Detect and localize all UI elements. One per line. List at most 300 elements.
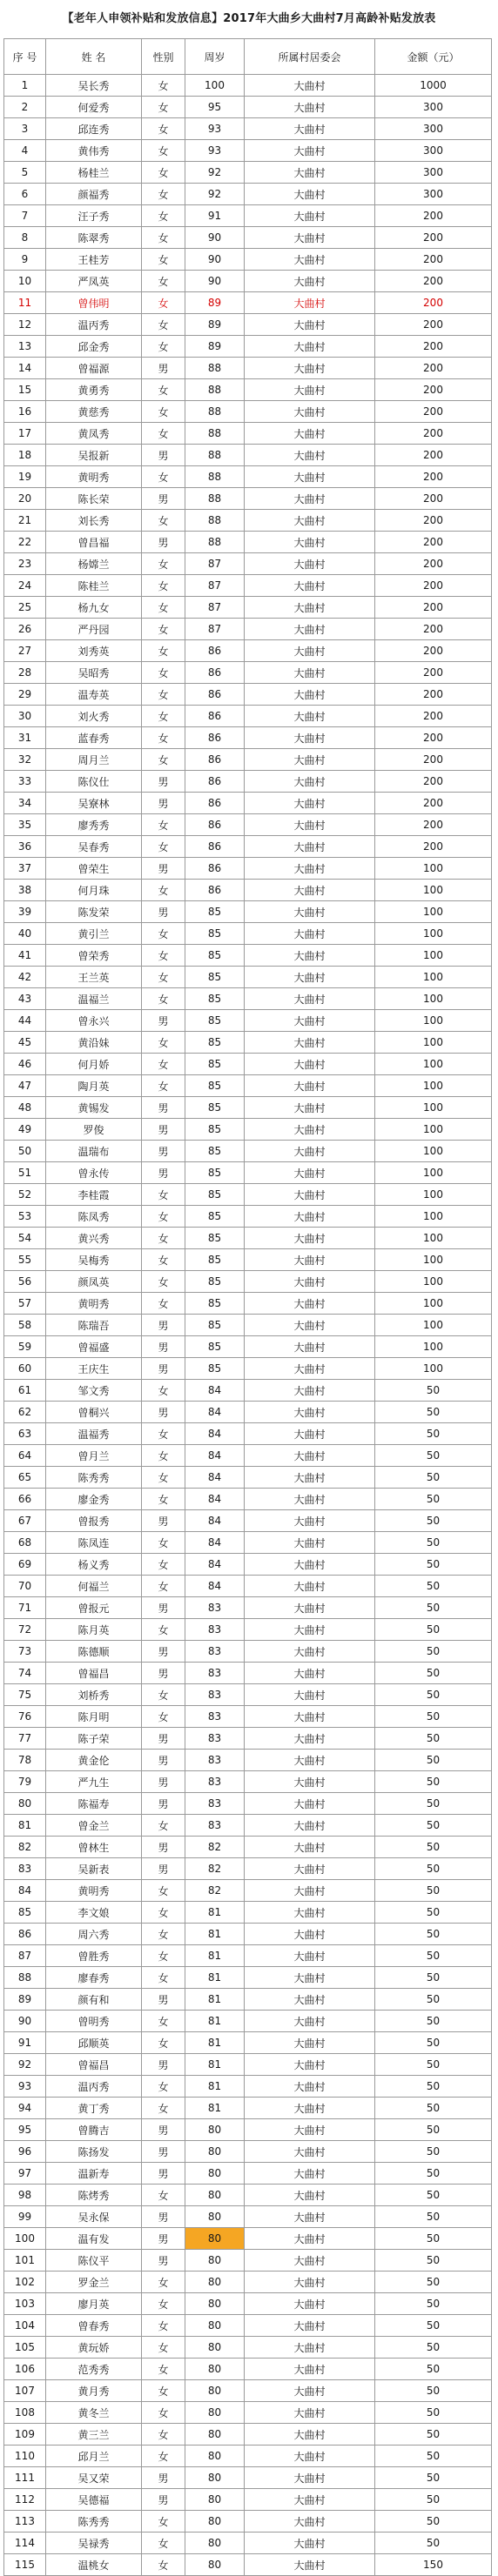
cell-seq: 17 xyxy=(4,423,46,445)
cell-amount: 50 xyxy=(375,1858,492,1880)
cell-gender: 女 xyxy=(142,1271,185,1293)
cell-amount: 1000 xyxy=(375,75,492,97)
cell-gender: 女 xyxy=(142,2032,185,2054)
cell-amount: 50 xyxy=(375,1728,492,1750)
cell-gender: 女 xyxy=(142,662,185,684)
cell-age: 86 xyxy=(185,836,245,858)
cell-seq: 10 xyxy=(4,271,46,292)
cell-name: 蓝春秀 xyxy=(46,727,142,749)
cell-amount: 300 xyxy=(375,140,492,162)
cell-name: 廖月英 xyxy=(46,2293,142,2315)
document-title: 【老年人申领补贴和发放信息】2017年大曲乡大曲村7月高龄补贴发放表 xyxy=(62,12,436,25)
table-row xyxy=(4,575,492,597)
cell-seq: 111 xyxy=(4,2467,46,2489)
cell-village: 大曲村 xyxy=(245,2533,375,2554)
cell-village: 大曲村 xyxy=(245,2250,375,2272)
cell-village: 大曲村 xyxy=(245,2076,375,2098)
header-name: 姓 名 xyxy=(46,39,142,75)
cell-seq: 74 xyxy=(4,1663,46,1684)
cell-gender: 女 xyxy=(142,640,185,662)
cell-name: 陈桂兰 xyxy=(46,575,142,597)
cell-seq: 43 xyxy=(4,988,46,1010)
cell-name: 何月珠 xyxy=(46,880,142,901)
cell-village: 大曲村 xyxy=(245,1597,375,1619)
cell-village: 大曲村 xyxy=(245,1554,375,1576)
cell-village: 大曲村 xyxy=(245,1271,375,1293)
cell-village: 大曲村 xyxy=(245,1141,375,1162)
cell-seq: 57 xyxy=(4,1293,46,1315)
cell-age: 88 xyxy=(185,532,245,553)
cell-amount: 200 xyxy=(375,771,492,793)
cell-amount: 100 xyxy=(375,1336,492,1358)
cell-amount: 50 xyxy=(375,1445,492,1467)
cell-village: 大曲村 xyxy=(245,401,375,423)
cell-amount: 50 xyxy=(375,1489,492,1510)
cell-name: 严九生 xyxy=(46,1771,142,1793)
cell-age: 80 xyxy=(185,2489,245,2511)
table-row xyxy=(4,1489,492,1510)
cell-gender: 男 xyxy=(142,2119,185,2141)
cell-age: 86 xyxy=(185,793,245,814)
cell-seq: 72 xyxy=(4,1619,46,1641)
cell-amount: 200 xyxy=(375,336,492,358)
cell-seq: 22 xyxy=(4,532,46,553)
cell-village: 大曲村 xyxy=(245,706,375,727)
cell-village: 大曲村 xyxy=(245,466,375,488)
cell-age: 88 xyxy=(185,445,245,466)
cell-seq: 77 xyxy=(4,1728,46,1750)
cell-name: 严凤英 xyxy=(46,271,142,292)
cell-seq: 48 xyxy=(4,1097,46,1119)
cell-village: 大曲村 xyxy=(245,1402,375,1423)
cell-age: 84 xyxy=(185,1380,245,1402)
table-row xyxy=(4,1619,492,1641)
cell-amount: 50 xyxy=(375,1554,492,1576)
cell-gender: 女 xyxy=(142,2380,185,2402)
cell-village: 大曲村 xyxy=(245,140,375,162)
cell-name: 吴寮林 xyxy=(46,793,142,814)
cell-seq: 89 xyxy=(4,1989,46,2011)
cell-amount: 100 xyxy=(375,1358,492,1380)
cell-seq: 110 xyxy=(4,2446,46,2467)
table-row xyxy=(4,140,492,162)
cell-name: 王兰英 xyxy=(46,967,142,988)
cell-age: 85 xyxy=(185,1206,245,1228)
cell-seq: 95 xyxy=(4,2119,46,2141)
cell-amount: 50 xyxy=(375,2489,492,2511)
cell-age: 86 xyxy=(185,814,245,836)
cell-gender: 女 xyxy=(142,1576,185,1597)
cell-village: 大曲村 xyxy=(245,1728,375,1750)
cell-age: 80 xyxy=(185,2228,245,2250)
cell-name: 温丙秀 xyxy=(46,2076,142,2098)
cell-age: 83 xyxy=(185,1815,245,1837)
cell-name: 陈福寿 xyxy=(46,1793,142,1815)
table-row xyxy=(4,379,492,401)
cell-age: 100 xyxy=(185,75,245,97)
cell-gender: 男 xyxy=(142,1510,185,1532)
cell-gender: 男 xyxy=(142,1728,185,1750)
cell-age: 85 xyxy=(185,1010,245,1032)
cell-amount: 200 xyxy=(375,227,492,249)
cell-seq: 112 xyxy=(4,2489,46,2511)
cell-village: 大曲村 xyxy=(245,2098,375,2119)
cell-village: 大曲村 xyxy=(245,1075,375,1097)
cell-amount: 200 xyxy=(375,271,492,292)
cell-age: 83 xyxy=(185,1619,245,1641)
cell-amount: 100 xyxy=(375,1032,492,1054)
cell-age: 85 xyxy=(185,1184,245,1206)
cell-gender: 男 xyxy=(142,2228,185,2250)
table-row xyxy=(4,1271,492,1293)
cell-gender: 女 xyxy=(142,1423,185,1445)
cell-village: 大曲村 xyxy=(245,575,375,597)
cell-village: 大曲村 xyxy=(245,1010,375,1032)
table-row xyxy=(4,2228,492,2250)
cell-name: 何爱秀 xyxy=(46,97,142,118)
cell-gender: 女 xyxy=(142,2402,185,2424)
cell-amount: 100 xyxy=(375,967,492,988)
table-row xyxy=(4,118,492,140)
cell-amount: 50 xyxy=(375,1750,492,1771)
cell-seq: 64 xyxy=(4,1445,46,1467)
cell-age: 85 xyxy=(185,967,245,988)
cell-name: 温瑞布 xyxy=(46,1141,142,1162)
cell-amount: 200 xyxy=(375,836,492,858)
cell-seq: 49 xyxy=(4,1119,46,1141)
cell-age: 81 xyxy=(185,1945,245,1967)
cell-seq: 1 xyxy=(4,75,46,97)
cell-age: 84 xyxy=(185,1467,245,1489)
cell-name: 李文娘 xyxy=(46,1902,142,1924)
cell-seq: 30 xyxy=(4,706,46,727)
cell-amount: 50 xyxy=(375,2228,492,2250)
table-row xyxy=(4,2554,492,2576)
cell-village: 大曲村 xyxy=(245,553,375,575)
header-seq: 序 号 xyxy=(4,39,46,75)
cell-gender: 女 xyxy=(142,706,185,727)
cell-amount: 200 xyxy=(375,205,492,227)
cell-age: 84 xyxy=(185,1423,245,1445)
cell-gender: 女 xyxy=(142,2098,185,2119)
cell-seq: 82 xyxy=(4,1837,46,1858)
cell-gender: 女 xyxy=(142,1706,185,1728)
cell-seq: 41 xyxy=(4,945,46,967)
cell-name: 陈秀秀 xyxy=(46,1467,142,1489)
cell-age: 95 xyxy=(185,97,245,118)
cell-amount: 50 xyxy=(375,2272,492,2293)
cell-name: 杨义秀 xyxy=(46,1554,142,1576)
cell-amount: 50 xyxy=(375,2119,492,2141)
cell-amount: 300 xyxy=(375,184,492,205)
table-row xyxy=(4,1206,492,1228)
table-row xyxy=(4,1315,492,1336)
cell-seq: 92 xyxy=(4,2054,46,2076)
cell-name: 曾永传 xyxy=(46,1162,142,1184)
cell-amount: 50 xyxy=(375,1380,492,1402)
cell-age: 85 xyxy=(185,1054,245,1075)
cell-seq: 39 xyxy=(4,901,46,923)
cell-village: 大曲村 xyxy=(245,2554,375,2576)
cell-age: 86 xyxy=(185,684,245,706)
cell-village: 大曲村 xyxy=(245,2119,375,2141)
cell-gender: 女 xyxy=(142,1554,185,1576)
cell-age: 81 xyxy=(185,1902,245,1924)
cell-gender: 男 xyxy=(142,1641,185,1663)
cell-amount: 50 xyxy=(375,1837,492,1858)
cell-gender: 女 xyxy=(142,2076,185,2098)
table-row xyxy=(4,1141,492,1162)
cell-village: 大曲村 xyxy=(245,836,375,858)
cell-village: 大曲村 xyxy=(245,858,375,880)
cell-name: 吴禄秀 xyxy=(46,2533,142,2554)
cell-seq: 37 xyxy=(4,858,46,880)
cell-village: 大曲村 xyxy=(245,227,375,249)
cell-age: 86 xyxy=(185,880,245,901)
cell-village: 大曲村 xyxy=(245,2141,375,2163)
cell-name: 刘桥秀 xyxy=(46,1684,142,1706)
cell-amount: 100 xyxy=(375,1249,492,1271)
cell-amount: 100 xyxy=(375,1010,492,1032)
cell-village: 大曲村 xyxy=(245,1532,375,1554)
cell-amount: 200 xyxy=(375,553,492,575)
cell-name: 陈仪仕 xyxy=(46,771,142,793)
cell-name: 黄慈秀 xyxy=(46,401,142,423)
cell-age: 84 xyxy=(185,1554,245,1576)
cell-gender: 女 xyxy=(142,1684,185,1706)
cell-gender: 女 xyxy=(142,336,185,358)
cell-seq: 65 xyxy=(4,1467,46,1489)
cell-gender: 男 xyxy=(142,1141,185,1162)
cell-age: 86 xyxy=(185,858,245,880)
table-row xyxy=(4,1184,492,1206)
cell-gender: 男 xyxy=(142,532,185,553)
cell-village: 大曲村 xyxy=(245,1315,375,1336)
cell-name: 温新寿 xyxy=(46,2163,142,2185)
cell-seq: 53 xyxy=(4,1206,46,1228)
cell-age: 92 xyxy=(185,184,245,205)
cell-gender: 男 xyxy=(142,1010,185,1032)
cell-age: 83 xyxy=(185,1706,245,1728)
table-row xyxy=(4,1336,492,1358)
table-row xyxy=(4,184,492,205)
cell-name: 曾福昌 xyxy=(46,2054,142,2076)
cell-village: 大曲村 xyxy=(245,2315,375,2337)
table-row xyxy=(4,836,492,858)
cell-name: 黄金伦 xyxy=(46,1750,142,1771)
cell-village: 大曲村 xyxy=(245,1489,375,1510)
cell-seq: 31 xyxy=(4,727,46,749)
cell-seq: 28 xyxy=(4,662,46,684)
table-row xyxy=(4,2076,492,2098)
cell-gender: 女 xyxy=(142,1532,185,1554)
cell-village: 大曲村 xyxy=(245,532,375,553)
table-row xyxy=(4,1880,492,1902)
cell-gender: 女 xyxy=(142,749,185,771)
cell-seq: 102 xyxy=(4,2272,46,2293)
cell-amount: 200 xyxy=(375,706,492,727)
cell-gender: 女 xyxy=(142,2511,185,2533)
cell-amount: 50 xyxy=(375,2293,492,2315)
cell-seq: 21 xyxy=(4,510,46,532)
cell-name: 邱金秀 xyxy=(46,336,142,358)
cell-village: 大曲村 xyxy=(245,336,375,358)
cell-seq: 71 xyxy=(4,1597,46,1619)
cell-name: 陈秀秀 xyxy=(46,2511,142,2533)
cell-village: 大曲村 xyxy=(245,271,375,292)
cell-age: 81 xyxy=(185,2098,245,2119)
cell-village: 大曲村 xyxy=(245,379,375,401)
cell-name: 刘火秀 xyxy=(46,706,142,727)
table-row xyxy=(4,1380,492,1402)
table-row xyxy=(4,2511,492,2533)
cell-village: 大曲村 xyxy=(245,358,375,379)
cell-amount: 100 xyxy=(375,1075,492,1097)
cell-seq: 2 xyxy=(4,97,46,118)
cell-gender: 男 xyxy=(142,2206,185,2228)
cell-name: 吴春秀 xyxy=(46,836,142,858)
cell-village: 大曲村 xyxy=(245,1684,375,1706)
cell-village: 大曲村 xyxy=(245,2163,375,2185)
cell-gender: 女 xyxy=(142,75,185,97)
cell-name: 陈德顺 xyxy=(46,1641,142,1663)
cell-gender: 男 xyxy=(142,1750,185,1771)
cell-seq: 54 xyxy=(4,1228,46,1249)
cell-village: 大曲村 xyxy=(245,597,375,619)
cell-seq: 96 xyxy=(4,2141,46,2163)
cell-gender: 女 xyxy=(142,1619,185,1641)
cell-name: 陈瑞吾 xyxy=(46,1315,142,1336)
cell-amount: 100 xyxy=(375,988,492,1010)
cell-village: 大曲村 xyxy=(245,1206,375,1228)
cell-name: 吴永保 xyxy=(46,2206,142,2228)
table-row xyxy=(4,2250,492,2272)
cell-amount: 50 xyxy=(375,2141,492,2163)
table-row xyxy=(4,2206,492,2228)
table-row xyxy=(4,706,492,727)
cell-name: 温福秀 xyxy=(46,1423,142,1445)
cell-gender: 女 xyxy=(142,553,185,575)
cell-age: 83 xyxy=(185,1728,245,1750)
cell-seq: 40 xyxy=(4,923,46,945)
cell-village: 大曲村 xyxy=(245,2185,375,2206)
table-row xyxy=(4,771,492,793)
subsidy-table xyxy=(3,38,492,2576)
cell-name: 陈凤秀 xyxy=(46,1206,142,1228)
cell-village: 大曲村 xyxy=(245,2206,375,2228)
cell-amount: 50 xyxy=(375,1402,492,1423)
cell-gender: 女 xyxy=(142,988,185,1010)
cell-village: 大曲村 xyxy=(245,97,375,118)
cell-amount: 50 xyxy=(375,1771,492,1793)
cell-name: 吴报新 xyxy=(46,445,142,466)
cell-amount: 50 xyxy=(375,2533,492,2554)
cell-amount: 50 xyxy=(375,2337,492,2359)
cell-seq: 23 xyxy=(4,553,46,575)
cell-seq: 18 xyxy=(4,445,46,466)
cell-seq: 109 xyxy=(4,2424,46,2446)
cell-name: 吴又荣 xyxy=(46,2467,142,2489)
cell-village: 大曲村 xyxy=(245,2337,375,2359)
table-row xyxy=(4,1467,492,1489)
cell-seq: 106 xyxy=(4,2359,46,2380)
cell-seq: 55 xyxy=(4,1249,46,1271)
cell-amount: 50 xyxy=(375,1663,492,1684)
cell-gender: 女 xyxy=(142,1228,185,1249)
table-row xyxy=(4,1445,492,1467)
cell-village: 大曲村 xyxy=(245,2511,375,2533)
cell-gender: 女 xyxy=(142,1445,185,1467)
cell-name: 陶月英 xyxy=(46,1075,142,1097)
table-row xyxy=(4,466,492,488)
cell-age: 87 xyxy=(185,597,245,619)
table-row xyxy=(4,97,492,118)
cell-seq: 105 xyxy=(4,2337,46,2359)
cell-name: 曾报秀 xyxy=(46,1510,142,1532)
table-row xyxy=(4,684,492,706)
cell-gender: 女 xyxy=(142,1184,185,1206)
cell-amount: 50 xyxy=(375,2098,492,2119)
cell-gender: 女 xyxy=(142,1032,185,1054)
cell-village: 大曲村 xyxy=(245,1119,375,1141)
cell-age: 85 xyxy=(185,901,245,923)
cell-amount: 200 xyxy=(375,814,492,836)
cell-amount: 50 xyxy=(375,1880,492,1902)
cell-village: 大曲村 xyxy=(245,2424,375,2446)
table-row xyxy=(4,2272,492,2293)
cell-seq: 24 xyxy=(4,575,46,597)
cell-age: 85 xyxy=(185,1293,245,1315)
cell-village: 大曲村 xyxy=(245,1184,375,1206)
cell-name: 曾金兰 xyxy=(46,1815,142,1837)
table-row xyxy=(4,2424,492,2446)
cell-name: 颜福秀 xyxy=(46,184,142,205)
cell-gender: 男 xyxy=(142,901,185,923)
cell-seq: 32 xyxy=(4,749,46,771)
cell-village: 大曲村 xyxy=(245,1902,375,1924)
cell-village: 大曲村 xyxy=(245,1706,375,1728)
cell-age: 81 xyxy=(185,2011,245,2032)
cell-name: 吴新表 xyxy=(46,1858,142,1880)
cell-seq: 100 xyxy=(4,2228,46,2250)
cell-gender: 男 xyxy=(142,2054,185,2076)
cell-village: 大曲村 xyxy=(245,2054,375,2076)
cell-age: 85 xyxy=(185,1119,245,1141)
cell-gender: 女 xyxy=(142,2337,185,2359)
table-row xyxy=(4,1989,492,2011)
cell-age: 80 xyxy=(185,2446,245,2467)
cell-amount: 200 xyxy=(375,358,492,379)
cell-seq: 56 xyxy=(4,1271,46,1293)
cell-seq: 78 xyxy=(4,1750,46,1771)
cell-name: 刘秀英 xyxy=(46,640,142,662)
table-row xyxy=(4,1402,492,1423)
table-row xyxy=(4,1293,492,1315)
cell-seq: 67 xyxy=(4,1510,46,1532)
cell-age: 82 xyxy=(185,1837,245,1858)
cell-village: 大曲村 xyxy=(245,1423,375,1445)
cell-amount: 50 xyxy=(375,1902,492,1924)
table-row xyxy=(4,1358,492,1380)
cell-seq: 86 xyxy=(4,1924,46,1945)
cell-amount: 200 xyxy=(375,619,492,640)
cell-age: 86 xyxy=(185,706,245,727)
cell-village: 大曲村 xyxy=(245,75,375,97)
cell-village: 大曲村 xyxy=(245,640,375,662)
cell-age: 86 xyxy=(185,727,245,749)
cell-age: 80 xyxy=(185,2424,245,2446)
cell-gender: 男 xyxy=(142,793,185,814)
